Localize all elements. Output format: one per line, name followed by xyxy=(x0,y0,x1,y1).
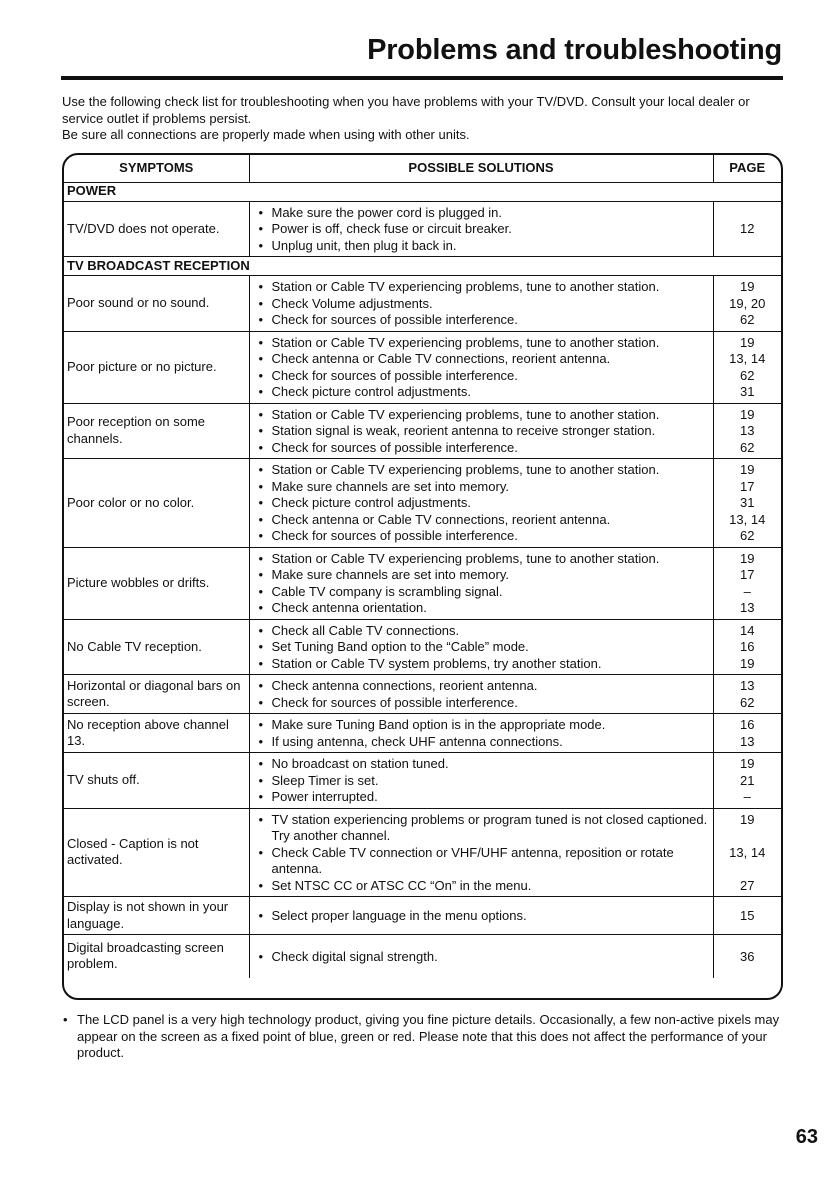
solution-item: • Make sure channels are set into memory. xyxy=(258,567,709,584)
solution-item: • Select proper language in the menu options. xyxy=(258,908,709,925)
solution-item: • Check for sources of possible interference. xyxy=(258,695,709,712)
solution-item: • Check antenna or Cable TV connections, reorient antenna. xyxy=(258,512,709,529)
table-row xyxy=(64,459,781,548)
solution-item: • Check Volume adjustments. xyxy=(258,296,709,313)
solution-item: • TV station experiencing problems or program tuned is not closed captioned. Try another channel. xyxy=(258,812,709,845)
page-cell xyxy=(713,403,781,459)
section-header xyxy=(64,257,781,276)
solutions-cell xyxy=(249,675,713,714)
page-ref: 13 xyxy=(740,678,755,693)
page-ref: 19, 20 xyxy=(729,295,766,311)
page-ref: 13 xyxy=(740,423,755,438)
table-row xyxy=(64,547,781,619)
solution-item: • Make sure Tuning Band option is in the appropriate mode. xyxy=(258,717,709,734)
page-cell xyxy=(713,459,781,548)
page-ref: 19 xyxy=(740,811,755,827)
solution-item: • Sleep Timer is set. xyxy=(258,773,709,790)
page-cell xyxy=(713,619,781,675)
solutions-list xyxy=(258,623,709,673)
solutions-cell xyxy=(249,403,713,459)
symptom-cell: Poor picture or no picture. xyxy=(64,331,249,403)
solutions-cell xyxy=(249,935,713,978)
page-ref: 62 xyxy=(740,694,755,710)
section-title: POWER xyxy=(64,182,781,201)
page-ref: 17 xyxy=(740,478,755,494)
solutions-cell xyxy=(249,201,713,257)
page-cell xyxy=(713,547,781,619)
page-cell xyxy=(713,675,781,714)
intro-paragraph: Be sure all connections are properly made when using with other units. xyxy=(62,127,470,142)
table-row xyxy=(64,276,781,332)
symptom-cell: Poor reception on some channels. xyxy=(64,403,249,459)
page-ref: 27 xyxy=(740,877,755,893)
solution-item: • Check picture control adjustments. xyxy=(258,495,709,512)
page-ref: 13, 14 xyxy=(729,511,766,527)
solution-item: • Unplug unit, then plug it back in. xyxy=(258,238,709,255)
table-row xyxy=(64,714,781,753)
page-ref: 13, 14 xyxy=(729,844,766,860)
page-cell xyxy=(713,331,781,403)
solutions-cell xyxy=(249,897,713,935)
symptom-cell: No Cable TV reception. xyxy=(64,619,249,675)
solutions-list xyxy=(258,205,709,255)
page-ref: 19 xyxy=(740,550,755,566)
page-ref: 13, 14 xyxy=(729,351,766,366)
symptom-cell: TV shuts off. xyxy=(64,753,249,809)
solution-item: • Check for sources of possible interference. xyxy=(258,440,709,457)
bullet-icon: • xyxy=(63,1012,68,1027)
solution-item: • Check digital signal strength. xyxy=(258,949,709,966)
page-number: 63 xyxy=(795,1126,818,1148)
symptom-cell: Digital broadcasting screen problem. xyxy=(67,939,224,972)
solutions-list xyxy=(258,335,709,401)
solution-item: • Set Tuning Band option to the “Cable” mode. xyxy=(258,639,709,656)
solution-item: • Power is off, check fuse or circuit breaker. xyxy=(258,221,709,238)
solution-item: • Check Cable TV connection or VHF/UHF antenna, reposition or rotate antenna. xyxy=(258,845,709,878)
page-ref: 16 xyxy=(740,639,755,654)
page-ref: – xyxy=(743,583,751,599)
page-ref: 19 xyxy=(740,655,755,671)
page-ref: 31 xyxy=(740,495,755,510)
table-row xyxy=(64,897,781,935)
solutions-cell xyxy=(249,547,713,619)
solution-item: • Set NTSC CC or ATSC CC “On” in the menu. xyxy=(258,878,709,895)
table-row xyxy=(64,331,781,403)
page-ref: 62 xyxy=(740,367,755,383)
symptom-cell: TV/DVD does not operate. xyxy=(64,201,249,257)
symptom-cell: Display is not shown in your language. xyxy=(64,897,249,935)
table-row xyxy=(64,935,781,978)
solutions-list xyxy=(258,462,709,545)
solution-item: • Check for sources of possible interference. xyxy=(258,312,709,329)
page-ref: 62 xyxy=(740,528,755,543)
page-cell xyxy=(713,714,781,753)
solutions-list xyxy=(258,551,709,617)
solutions-cell xyxy=(249,714,713,753)
page-ref: 19 xyxy=(740,279,755,294)
header-page: PAGE xyxy=(713,155,781,182)
solutions-list xyxy=(258,812,709,895)
solutions-cell xyxy=(249,808,713,897)
page-cell xyxy=(713,201,781,257)
section-title: TV BROADCAST RECEPTION xyxy=(64,257,781,276)
solution-item: • Check antenna orientation. xyxy=(258,600,709,617)
symptom-cell: Closed - Caption is not activated. xyxy=(64,808,249,897)
solution-item: • Cable TV company is scrambling signal. xyxy=(258,584,709,601)
page-ref: 19 xyxy=(740,406,755,422)
table-row xyxy=(64,619,781,675)
solutions-cell xyxy=(249,619,713,675)
solutions-list xyxy=(258,678,709,711)
table-row xyxy=(64,808,781,897)
page-cell xyxy=(713,753,781,809)
solution-item: • Station or Cable TV experiencing problems, tune to another station. xyxy=(258,407,709,424)
page-cell xyxy=(713,897,781,935)
page-ref: 17 xyxy=(740,567,755,582)
page-ref: 31 xyxy=(740,384,755,399)
page-ref: 21 xyxy=(740,772,755,788)
solution-item: • Check picture control adjustments. xyxy=(258,384,709,401)
symptom-cell: Poor sound or no sound. xyxy=(64,276,249,332)
solutions-cell xyxy=(249,331,713,403)
solutions-list xyxy=(258,908,709,925)
solution-item: • Check antenna connections, reorient antenna. xyxy=(258,678,709,695)
table-row xyxy=(64,675,781,714)
page-ref: 62 xyxy=(740,312,755,327)
page-ref: 36 xyxy=(740,948,755,964)
page-cell xyxy=(713,935,781,978)
symptom-cell: Poor color or no color. xyxy=(64,459,249,548)
solution-item: • Make sure the power cord is plugged in. xyxy=(258,205,709,222)
header-solutions: POSSIBLE SOLUTIONS xyxy=(249,155,713,182)
table-row xyxy=(64,201,781,257)
section-header xyxy=(64,182,781,201)
solution-item: • Make sure channels are set into memory. xyxy=(258,479,709,496)
page-ref: – xyxy=(743,789,751,804)
solutions-list xyxy=(258,279,709,329)
solution-item: • Station or Cable TV experiencing problems, tune to another station. xyxy=(258,551,709,568)
header-symptoms: SYMPTOMS xyxy=(64,155,249,182)
page-ref: 62 xyxy=(740,439,755,455)
solutions-list xyxy=(258,756,709,806)
page-ref: 13 xyxy=(740,600,755,615)
page-cell xyxy=(713,276,781,332)
solution-item: • Station or Cable TV system problems, try another station. xyxy=(258,656,709,673)
solutions-cell xyxy=(249,753,713,809)
page-ref: 15 xyxy=(740,907,755,923)
solution-item: • If using antenna, check UHF antenna connections. xyxy=(258,734,709,751)
solution-item: • No broadcast on station tuned. xyxy=(258,756,709,773)
solutions-cell xyxy=(249,459,713,548)
solution-item: • Check antenna or Cable TV connections, reorient antenna. xyxy=(258,351,709,368)
intro-paragraph: Use the following check list for troubleshooting when you have problems with your TV/DVD. Consult your local dealer or service outlet if problems persist. xyxy=(62,94,750,126)
page-ref: 19 xyxy=(740,334,755,350)
page-cell xyxy=(713,808,781,897)
table-row xyxy=(64,753,781,809)
troubleshooting-table xyxy=(62,153,783,1000)
symptom-cell: Horizontal or diagonal bars on screen. xyxy=(64,675,249,714)
table-row xyxy=(64,403,781,459)
page-ref: 19 xyxy=(740,756,755,771)
solutions-list xyxy=(258,407,709,457)
solution-item: • Check all Cable TV connections. xyxy=(258,623,709,640)
solutions-cell xyxy=(249,276,713,332)
page-ref: 12 xyxy=(740,221,755,236)
page-title: Problems and troubleshooting xyxy=(367,34,782,66)
intro-text xyxy=(62,94,782,144)
solution-item: • Station or Cable TV experiencing problems, tune to another station. xyxy=(258,279,709,296)
solutions-list xyxy=(258,717,709,750)
lcd-note-text: The LCD panel is a very high technology product, giving you fine picture details. Occasionally, a few non-active pixels may appear on the screen as a fixed point of blue, green or red. Please note that this does not affect the performance of your product. xyxy=(77,1012,780,1060)
solution-item: • Check for sources of possible interference. xyxy=(258,528,709,545)
solution-item: • Station or Cable TV experiencing problems, tune to another station. xyxy=(258,462,709,479)
page-ref: 16 xyxy=(740,717,755,732)
page-ref: 19 xyxy=(740,462,755,477)
solution-item: • Check for sources of possible interference. xyxy=(258,368,709,385)
solution-item: • Station signal is weak, reorient antenna to receive stronger station. xyxy=(258,423,709,440)
page-ref: 13 xyxy=(740,733,755,749)
page-ref: 14 xyxy=(740,622,755,638)
table-body xyxy=(64,182,781,978)
solution-item: • Station or Cable TV experiencing problems, tune to another station. xyxy=(258,335,709,352)
title-rule xyxy=(61,76,783,80)
symptom-cell: No reception above channel 13. xyxy=(64,714,249,753)
lcd-note xyxy=(62,1012,782,1062)
symptom-cell: Picture wobbles or drifts. xyxy=(64,547,249,619)
solution-item: • Power interrupted. xyxy=(258,789,709,806)
solutions-list xyxy=(258,949,709,966)
